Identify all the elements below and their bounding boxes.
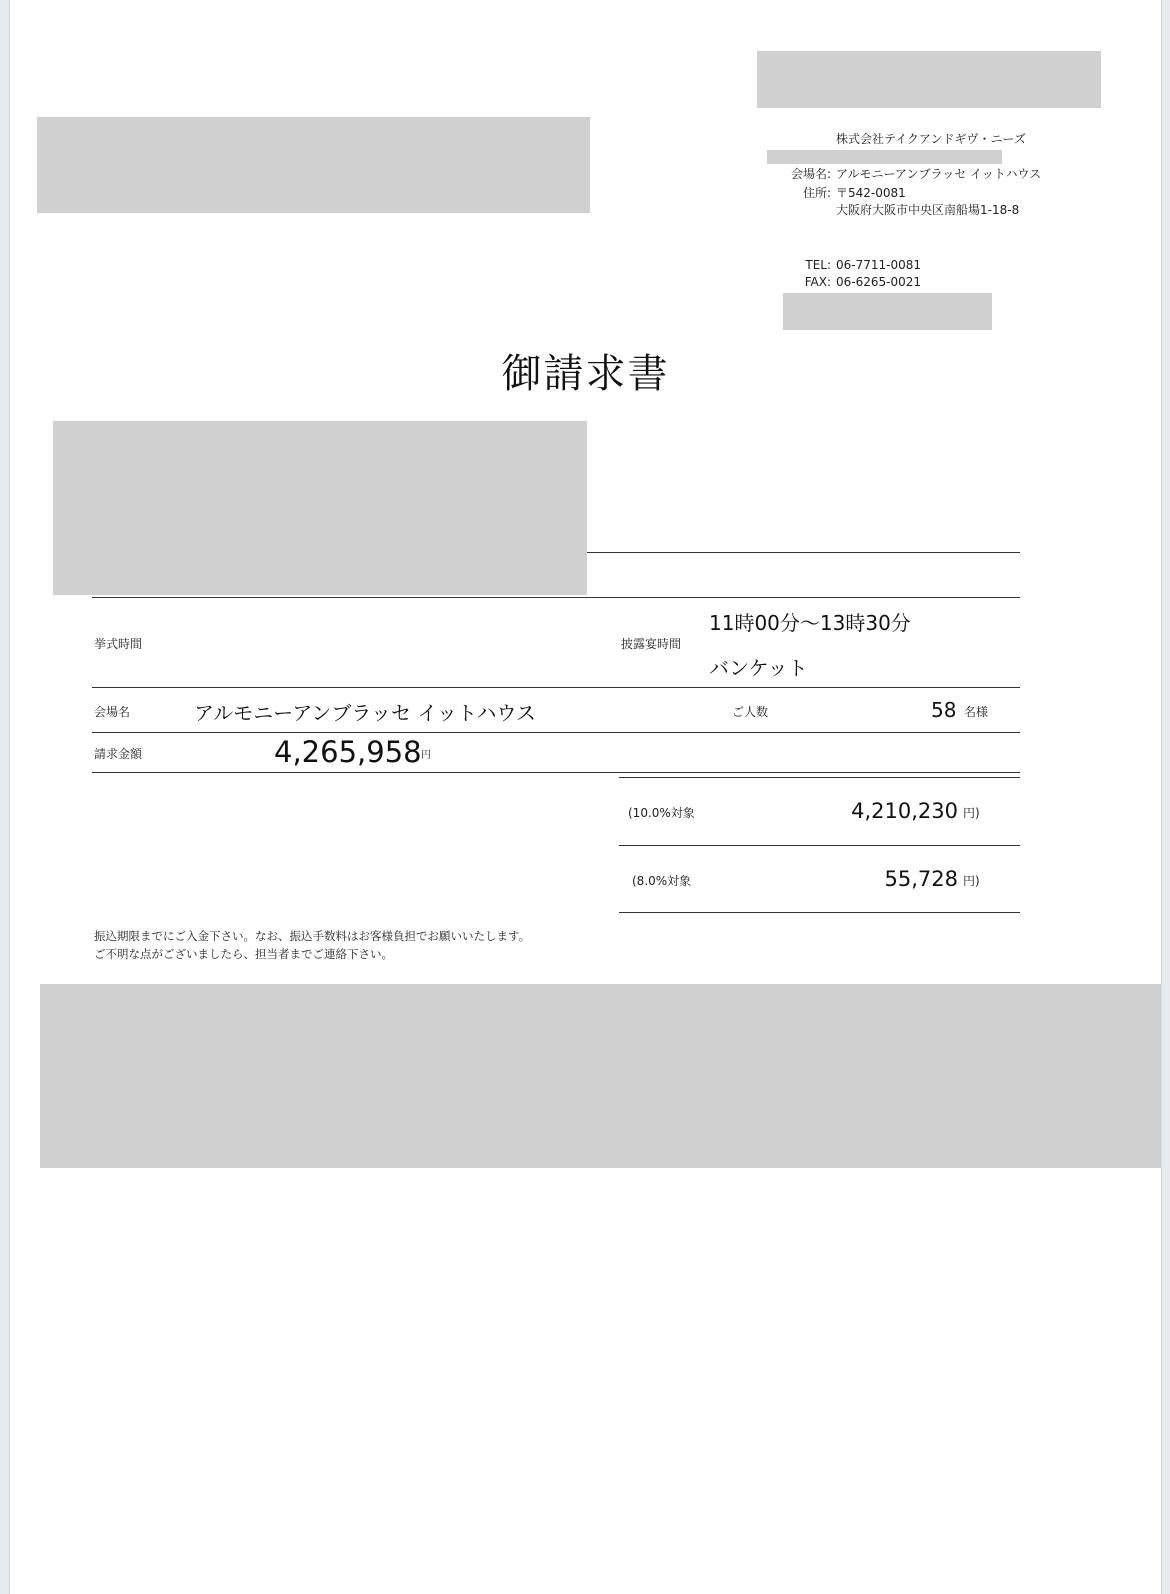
guests-value: 58 [931,698,957,722]
tax-8-value: 55,728 [884,867,958,891]
divider-line [619,777,1020,778]
amount-unit: 円 [421,750,431,761]
redacted-block-top-right [757,51,1101,108]
divider-line [92,687,1020,688]
tax-10-label: (10.0%対象 [628,806,695,820]
issuer-tel-label: TEL: [805,258,831,272]
guests-unit: 名様 [964,705,989,719]
venue-label: 会場名 [94,705,131,719]
redacted-block-stamp [783,293,992,330]
issuer-fax-label: FAX: [804,275,831,289]
redacted-block-bottom [40,984,1161,1168]
reception-time-label: 披露宴時間 [621,637,682,651]
redacted-block-recipient [37,117,590,213]
issuer-fax-value: 06-6265-0021 [836,275,922,289]
divider-line [92,772,1020,773]
issuer-venue-value: アルモニーアンブラッセ イットハウス [836,167,1042,181]
divider-line [619,845,1020,846]
divider-line [619,912,1020,913]
amount-value: 4,265,958 [274,735,422,769]
tax-8-unit: 円) [963,874,980,888]
reception-type: バンケット [709,656,808,680]
invoice-title: 御請求書 [501,351,670,397]
divider-line [92,732,1020,733]
divider-line [587,552,1020,553]
tax-8-label: (8.0%対象 [632,874,692,888]
reception-time-value: 11時00分〜13時30分 [709,611,911,635]
ceremony-time-label: 挙式時間 [94,637,143,651]
divider-line [92,597,1020,598]
tax-10-value: 4,210,230 [851,799,958,823]
guests-label: ご人数 [732,705,769,719]
venue-value: アルモニーアンブラッセ イットハウス [194,701,536,725]
contact-note: ご不明な点がございましたら、担当者までご連絡下さい。 [94,947,393,961]
invoice-page [9,0,1162,1594]
issuer-address-label: 住所: [802,186,831,200]
issuer-address: 大阪府大阪市中央区南船場1-18-8 [836,203,1020,217]
issuer-venue-label: 会場名: [790,167,831,181]
issuer-company: 株式会社テイクアンドギヴ・ニーズ [836,132,1026,146]
issuer-tel-value: 06-7711-0081 [836,258,922,272]
redacted-block-customer [53,421,587,595]
redacted-block-issuer-line [767,150,1002,164]
tax-10-unit: 円) [963,806,980,820]
amount-label: 請求金額 [94,747,143,761]
issuer-postal-code: 〒542-0081 [836,186,906,200]
payment-note: 振込期限までにご入金下さい。なお、振込手数料はお客様負担でお願いいたします。 [94,929,531,943]
